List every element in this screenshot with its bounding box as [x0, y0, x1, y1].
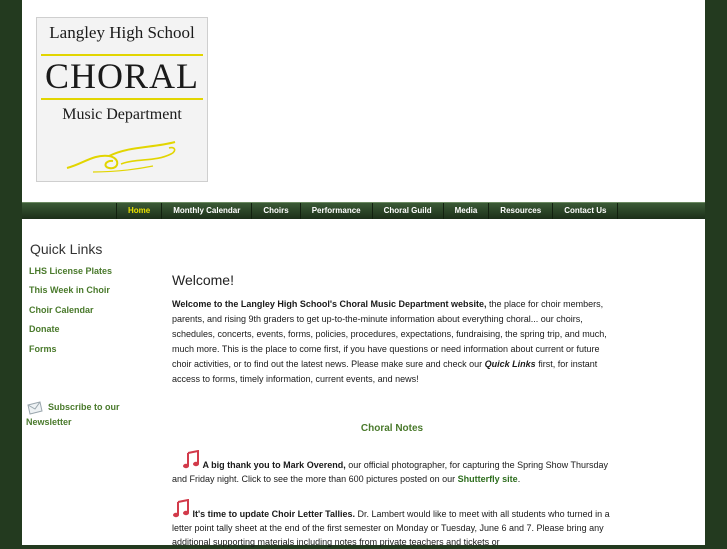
nav-performance[interactable]: Performance [300, 203, 372, 219]
header [22, 0, 705, 202]
quick-link-choir-calendar[interactable]: Choir Calendar [29, 305, 94, 315]
flourish-icon [63, 136, 181, 176]
intro-quick-links: Quick Links [484, 359, 536, 369]
choral-logo[interactable] [36, 17, 208, 182]
note1-bold: A big thank you to Mark Overend, [202, 460, 346, 470]
nav-choral-guild[interactable]: Choral Guild [372, 203, 443, 219]
note1-end: . [517, 474, 521, 484]
note2-text: Dr. Lambert would like to meet with all students who turned in a letter point tally sheet at the end of the first semester on Monday or Tuesday, June 6 and 7. Please bring any additional supporting materials including notes from private teachers and tickets or [172, 509, 610, 547]
quick-links-title: Quick Links [30, 241, 103, 257]
subscribe-label: Subscribe to our Newsletter [26, 402, 120, 427]
subscribe-newsletter-link[interactable] [26, 400, 156, 429]
logo-divider-bottom [41, 98, 203, 100]
note2-bold: It's time to update Choir Letter Tallies. [192, 509, 356, 519]
page [22, 0, 705, 545]
quick-link-this-week[interactable]: This Week in Choir [29, 285, 110, 295]
intro-text-1: the place for choir members, parents, and rising 9th graders to get up-to-the-minute information about everything choral... our choirs, schedules, concerts, events, forms, policies, procedures, expectations, fundraising, the spring trip, and much, much more. This is the place to come first, if you have questions or need information about current or future choir activities, or to find out the latest news. Please make sure and check our [172, 299, 607, 369]
note-letter-tallies [172, 499, 617, 549]
logo-choral-title: CHORAL [44, 56, 199, 96]
choral-notes-title: Choral Notes [360, 423, 424, 434]
intro-bold: Welcome to the Langley High School's Choral Music Department website, [172, 299, 487, 309]
logo-department: Music Department [62, 106, 182, 123]
nav-home[interactable]: Home [116, 203, 161, 219]
music-note-icon [172, 499, 190, 519]
shutterfly-link[interactable]: Shutterfly site [457, 474, 518, 484]
note-photographer [172, 450, 617, 486]
quick-link-forms[interactable]: Forms [29, 344, 57, 354]
welcome-heading: Welcome! [172, 272, 234, 288]
quick-link-license-plates[interactable]: LHS License Plates [29, 266, 113, 276]
music-note-icon [182, 450, 200, 470]
nav-media[interactable]: Media [443, 203, 489, 219]
newsletter-icon [26, 401, 44, 415]
nav-resources[interactable]: Resources [488, 203, 552, 219]
nav-items [116, 203, 618, 219]
intro-text-2: first, for instant access to forms, timely information, current events, and news! [172, 359, 598, 384]
logo-school-name: Langley High School [49, 23, 195, 42]
nav-monthly-calendar[interactable]: Monthly Calendar [161, 203, 251, 219]
welcome-paragraph [172, 297, 612, 387]
note1-text: our official photographer, for capturing the Spring Show Thursday and Friday night. Click to see the more than 600 pictures posted on our [172, 460, 609, 484]
main-navigation [22, 202, 705, 219]
nav-choirs[interactable]: Choirs [251, 203, 299, 219]
nav-contact-us[interactable]: Contact Us [552, 203, 618, 219]
quick-link-donate[interactable]: Donate [29, 324, 60, 334]
